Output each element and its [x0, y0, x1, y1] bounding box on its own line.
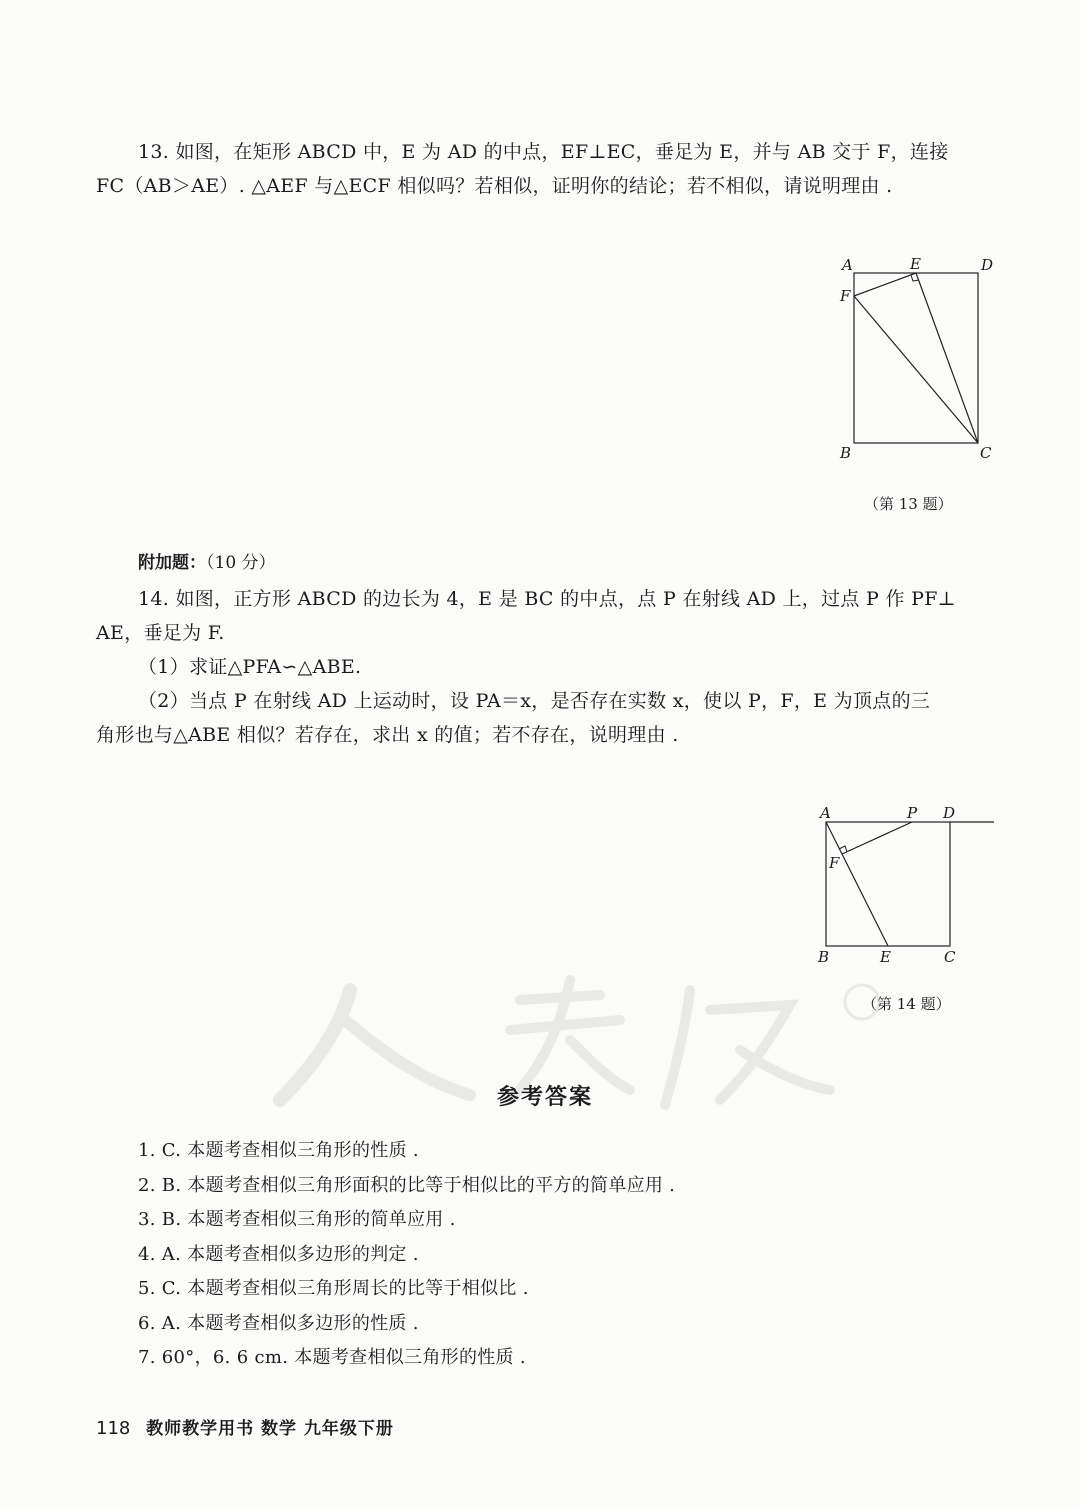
answer-item: 5. C. 本题考查相似三角形周长的比等于相似比 . — [138, 1278, 529, 1299]
book-title: 教师教学用书 数学 九年级下册 — [146, 1419, 394, 1439]
bonus-label: 附加题： — [138, 553, 206, 573]
question-14-line-1: 14. 如图，正方形 ABCD 的边长为 4，E 是 BC 的中点，点 P 在射线 AD 上，过点 P 作 PF⊥ — [138, 588, 956, 610]
label-d: D — [981, 256, 994, 274]
segment-ec — [916, 273, 978, 443]
label-b: B — [818, 948, 830, 966]
answer-item: 3. B. 本题考查相似三角形的简单应用 . — [138, 1209, 456, 1230]
figure-13 — [830, 250, 1000, 465]
answer-item: 2. B. 本题考查相似三角形面积的比等于相似比的平方的简单应用 . — [138, 1174, 676, 1196]
question-14-line-2: AE，垂足为 F. — [96, 622, 225, 644]
answers-list — [138, 1134, 675, 1376]
label-f: F — [840, 287, 851, 305]
answer-item: 1. C. 本题考查相似三角形的性质 . — [138, 1140, 419, 1161]
question-14-part-2-line-2: 角形也与△ABE 相似？若存在，求出 x 的值；若不存在，说明理由 . — [96, 724, 679, 746]
figure-14-caption: （第 14 题） — [862, 995, 951, 1013]
square-abcd — [826, 822, 950, 946]
label-a: A — [820, 804, 831, 822]
question-14-part-1: （1）求证△PFA∽△ABE. — [138, 656, 362, 678]
question-13 — [96, 135, 996, 203]
question-13-line-2: FC（AB＞AE）. △AEF 与△ECF 相似吗？若相似，证明你的结论；若不相似，请说明理由 . — [96, 175, 893, 197]
segment-ae — [826, 822, 888, 946]
label-e: E — [880, 948, 891, 966]
segment-pf — [842, 822, 912, 854]
label-c: C — [980, 444, 992, 462]
segment-fc — [854, 296, 978, 443]
figure-13-caption: （第 13 题） — [864, 495, 953, 513]
answers-title: 参考答案 — [496, 1085, 593, 1110]
label-b: B — [840, 444, 852, 462]
question-14 — [96, 582, 996, 752]
segment-fe — [854, 273, 916, 296]
bonus-points: （10 分） — [206, 553, 276, 573]
label-c: C — [944, 948, 956, 966]
label-a: A — [842, 256, 853, 274]
answer-item: 7. 60°，6. 6 cm. 本题考查相似三角形的性质 . — [138, 1347, 526, 1368]
answer-item: 6. A. 本题考查相似多边形的性质 . — [138, 1312, 419, 1334]
question-14-part-2-line-1: （2）当点 P 在射线 AD 上运动时，设 PA＝x，是否存在实数 x，使以 P，F，E 为顶点的三 — [138, 690, 931, 712]
page-footer — [96, 1414, 394, 1439]
label-p: P — [907, 804, 918, 822]
bonus-header — [138, 548, 276, 578]
question-13-line-1: 13. 如图，在矩形 ABCD 中，E 为 AD 的中点，EF⊥EC，垂足为 E，并与 AB 交于 F，连接 — [138, 141, 949, 163]
page-number: 118 — [96, 1418, 131, 1439]
figure-14 — [812, 800, 1002, 970]
label-e: E — [910, 255, 921, 273]
label-d: D — [943, 804, 956, 822]
rectangle-abcd — [854, 273, 978, 443]
answer-item: 4. A. 本题考查相似多边形的判定 . — [138, 1243, 419, 1265]
label-f: F — [829, 854, 840, 872]
